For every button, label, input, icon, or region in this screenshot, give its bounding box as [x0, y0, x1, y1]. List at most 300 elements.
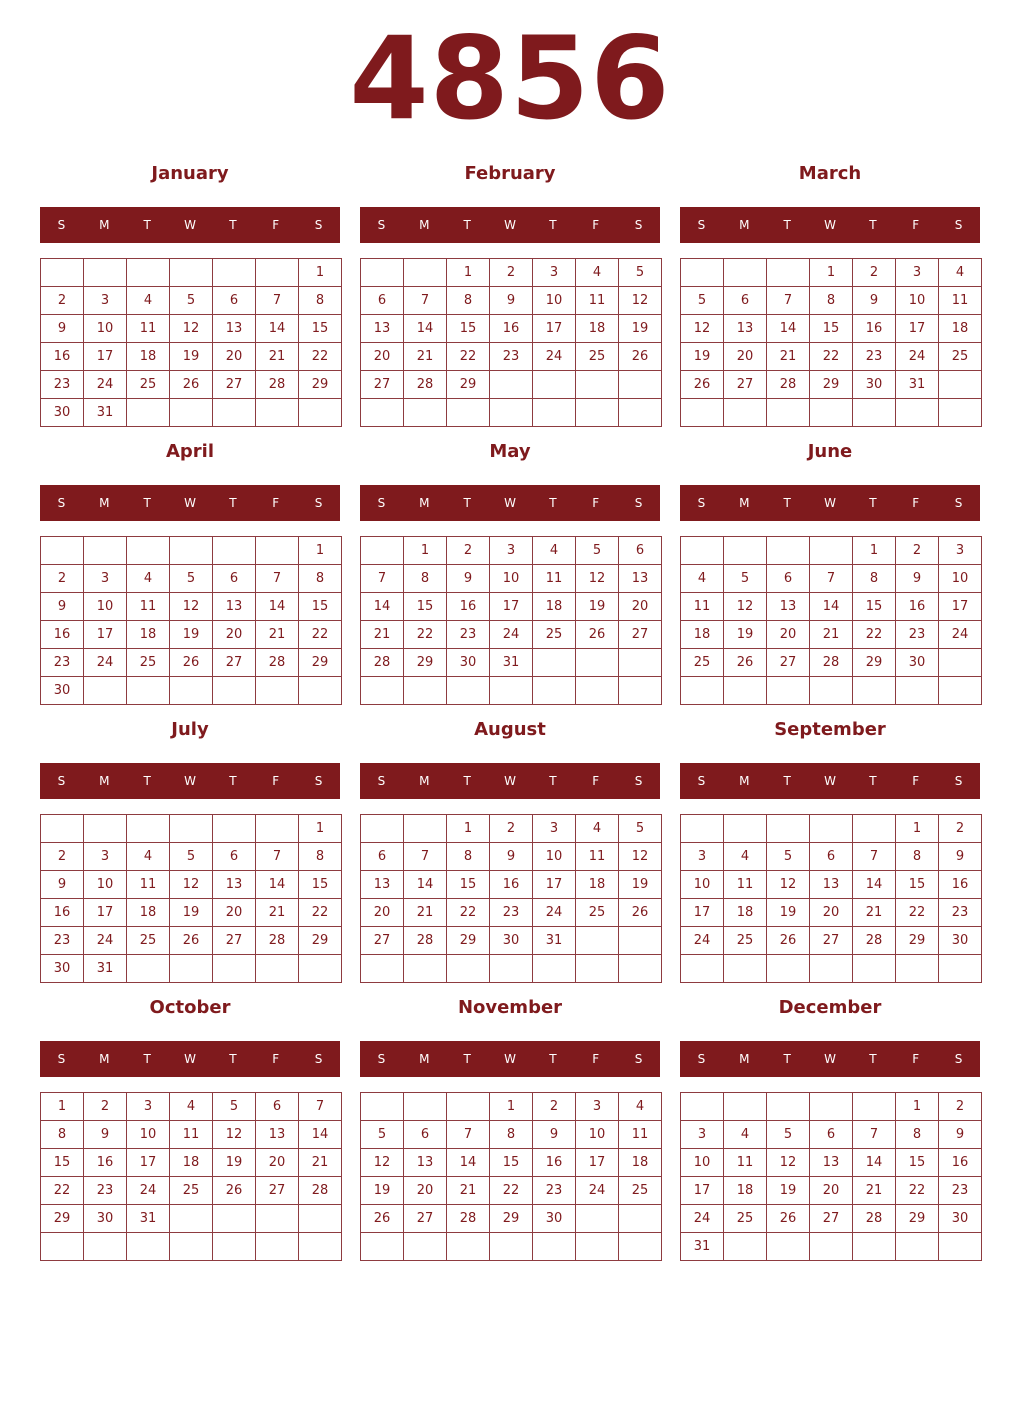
day-cell: 25 [619, 1177, 662, 1205]
day-cell [533, 371, 576, 399]
day-cell: 17 [681, 1177, 724, 1205]
day-cell: 15 [447, 315, 490, 343]
day-cell [213, 815, 256, 843]
day-cell: 19 [767, 1177, 810, 1205]
day-cell [256, 955, 299, 983]
day-cell [767, 1093, 810, 1121]
weekday-label: M [419, 496, 430, 510]
day-cell: 23 [939, 899, 982, 927]
day-cell: 24 [896, 343, 939, 371]
day-cell: 26 [361, 1205, 404, 1233]
day-cell: 31 [127, 1205, 170, 1233]
day-cell: 5 [681, 287, 724, 315]
day-cell [533, 1233, 576, 1261]
week-row [681, 399, 982, 427]
day-cell: 8 [896, 1121, 939, 1149]
day-cell [127, 259, 170, 287]
weekday-label: S [697, 1052, 706, 1066]
day-cell: 7 [256, 565, 299, 593]
weekday-label: S [954, 774, 963, 788]
week-row [361, 871, 662, 899]
weekday-label: S [314, 774, 323, 788]
day-cell [447, 955, 490, 983]
day-cell: 28 [256, 371, 299, 399]
day-cell [724, 1093, 767, 1121]
day-cell: 6 [810, 843, 853, 871]
day-cell: 12 [170, 871, 213, 899]
weekday-label: S [57, 496, 66, 510]
week-row [361, 649, 662, 677]
day-cell: 9 [41, 593, 84, 621]
weekday-label: T [783, 774, 791, 788]
day-cell: 26 [724, 649, 767, 677]
day-cell: 9 [41, 871, 84, 899]
day-cell: 18 [533, 593, 576, 621]
day-cell [767, 259, 810, 287]
weekday-label: T [869, 1052, 877, 1066]
day-grid [680, 814, 982, 983]
day-cell [84, 259, 127, 287]
week-row [41, 343, 342, 371]
week-row [361, 843, 662, 871]
day-cell: 24 [533, 899, 576, 927]
day-cell: 12 [361, 1149, 404, 1177]
day-cell: 2 [41, 287, 84, 315]
day-cell: 4 [576, 815, 619, 843]
weekday-label: T [783, 218, 791, 232]
weekday-label: T [869, 496, 877, 510]
day-cell: 8 [299, 565, 342, 593]
day-cell [533, 399, 576, 427]
day-cell [853, 1233, 896, 1261]
day-cell: 10 [84, 315, 127, 343]
month-name: May [489, 441, 531, 462]
day-cell [127, 1233, 170, 1261]
day-cell: 30 [939, 1205, 982, 1233]
day-cell: 5 [724, 565, 767, 593]
day-cell [724, 1233, 767, 1261]
day-cell: 6 [213, 565, 256, 593]
day-cell [853, 1093, 896, 1121]
day-cell: 22 [896, 1177, 939, 1205]
day-cell [576, 399, 619, 427]
week-row [41, 1233, 342, 1261]
day-cell [170, 677, 213, 705]
day-cell [576, 927, 619, 955]
day-cell [619, 677, 662, 705]
day-cell: 9 [853, 287, 896, 315]
day-cell: 27 [724, 371, 767, 399]
week-row [681, 371, 982, 399]
day-cell: 14 [853, 871, 896, 899]
day-cell: 6 [256, 1093, 299, 1121]
day-cell: 5 [767, 843, 810, 871]
day-cell [170, 815, 213, 843]
weekday-label: F [912, 774, 920, 788]
month-january [40, 158, 340, 428]
day-cell: 2 [41, 565, 84, 593]
day-cell: 7 [853, 1121, 896, 1149]
week-row [361, 343, 662, 371]
weekday-label: T [143, 218, 151, 232]
day-cell: 15 [447, 871, 490, 899]
day-cell: 8 [853, 565, 896, 593]
day-cell: 9 [447, 565, 490, 593]
weekday-label: M [99, 218, 110, 232]
day-cell: 29 [853, 649, 896, 677]
month-name: August [474, 719, 546, 740]
weekday-label: M [419, 1052, 430, 1066]
day-cell: 4 [576, 259, 619, 287]
month-june [680, 436, 980, 706]
day-cell: 26 [681, 371, 724, 399]
day-cell [619, 649, 662, 677]
day-cell: 26 [767, 927, 810, 955]
day-cell: 26 [576, 621, 619, 649]
day-cell: 29 [299, 649, 342, 677]
day-cell [256, 815, 299, 843]
week-row [681, 315, 982, 343]
day-cell: 28 [256, 649, 299, 677]
day-cell [256, 1205, 299, 1233]
day-cell: 28 [299, 1177, 342, 1205]
day-cell: 7 [853, 843, 896, 871]
day-cell: 4 [127, 287, 170, 315]
day-cell: 19 [681, 343, 724, 371]
day-cell: 2 [896, 537, 939, 565]
month-name: January [151, 163, 229, 184]
day-cell: 28 [447, 1205, 490, 1233]
day-grid [680, 1092, 982, 1261]
day-cell: 22 [490, 1177, 533, 1205]
weekday-label: F [272, 218, 280, 232]
day-cell [681, 1093, 724, 1121]
day-cell: 19 [767, 899, 810, 927]
day-cell: 22 [299, 343, 342, 371]
day-cell: 31 [896, 371, 939, 399]
day-cell: 28 [404, 371, 447, 399]
day-cell: 11 [170, 1121, 213, 1149]
day-cell [170, 1205, 213, 1233]
day-cell [84, 677, 127, 705]
day-cell: 11 [127, 593, 170, 621]
day-cell: 13 [213, 315, 256, 343]
day-cell: 24 [84, 371, 127, 399]
day-cell: 6 [361, 843, 404, 871]
day-cell: 14 [256, 593, 299, 621]
day-cell: 23 [939, 1177, 982, 1205]
day-cell: 12 [681, 315, 724, 343]
day-cell [810, 955, 853, 983]
weekday-header [680, 763, 980, 799]
day-cell: 2 [939, 815, 982, 843]
day-cell: 21 [361, 621, 404, 649]
week-row [41, 927, 342, 955]
day-cell: 8 [404, 565, 447, 593]
week-row [41, 843, 342, 871]
day-cell: 15 [896, 871, 939, 899]
day-cell: 12 [724, 593, 767, 621]
day-cell [84, 1233, 127, 1261]
day-cell: 30 [447, 649, 490, 677]
day-cell: 9 [84, 1121, 127, 1149]
day-cell: 27 [361, 371, 404, 399]
day-cell [213, 399, 256, 427]
day-cell: 3 [681, 1121, 724, 1149]
day-cell [299, 1205, 342, 1233]
weekday-label: S [377, 218, 386, 232]
day-cell: 19 [213, 1149, 256, 1177]
weekday-header [680, 485, 980, 521]
day-cell: 3 [533, 259, 576, 287]
week-row [41, 259, 342, 287]
day-cell: 1 [404, 537, 447, 565]
day-cell [576, 677, 619, 705]
day-cell [41, 815, 84, 843]
day-cell: 13 [404, 1149, 447, 1177]
day-cell [361, 955, 404, 983]
weekday-label: W [504, 1052, 516, 1066]
day-cell: 13 [361, 871, 404, 899]
day-cell: 30 [533, 1205, 576, 1233]
week-row [41, 899, 342, 927]
month-february [360, 158, 660, 428]
day-cell: 22 [404, 621, 447, 649]
week-row [681, 955, 982, 983]
day-cell [619, 1233, 662, 1261]
weekday-label: S [314, 218, 323, 232]
weekday-label: T [463, 496, 471, 510]
day-grid [680, 258, 982, 427]
day-cell: 17 [939, 593, 982, 621]
day-cell: 12 [619, 843, 662, 871]
weekday-label: M [419, 774, 430, 788]
day-cell [256, 677, 299, 705]
day-cell: 21 [256, 899, 299, 927]
day-cell: 20 [404, 1177, 447, 1205]
day-cell: 22 [853, 621, 896, 649]
day-cell: 29 [299, 371, 342, 399]
weekday-header [360, 763, 660, 799]
week-row [41, 593, 342, 621]
day-cell: 24 [576, 1177, 619, 1205]
week-row [41, 1205, 342, 1233]
day-cell: 28 [853, 927, 896, 955]
day-grid [40, 1092, 342, 1261]
month-july [40, 714, 340, 984]
day-cell: 30 [41, 677, 84, 705]
week-row [361, 677, 662, 705]
day-cell: 4 [724, 843, 767, 871]
day-cell: 28 [853, 1205, 896, 1233]
day-cell: 16 [939, 871, 982, 899]
day-cell: 27 [810, 1205, 853, 1233]
weekday-label: S [377, 774, 386, 788]
day-cell: 15 [299, 593, 342, 621]
day-cell: 16 [84, 1149, 127, 1177]
week-row [681, 843, 982, 871]
day-cell [361, 537, 404, 565]
day-cell: 18 [681, 621, 724, 649]
day-cell [447, 677, 490, 705]
day-cell: 16 [896, 593, 939, 621]
day-cell: 23 [41, 649, 84, 677]
weekday-label: M [739, 1052, 750, 1066]
day-cell [853, 955, 896, 983]
day-cell: 20 [767, 621, 810, 649]
day-cell [939, 649, 982, 677]
week-row [681, 1177, 982, 1205]
weekday-label: T [143, 1052, 151, 1066]
week-row [681, 1093, 982, 1121]
day-cell: 5 [361, 1121, 404, 1149]
day-cell: 26 [619, 899, 662, 927]
day-cell: 12 [576, 565, 619, 593]
day-cell: 1 [299, 815, 342, 843]
day-cell: 23 [490, 899, 533, 927]
day-cell: 20 [724, 343, 767, 371]
day-cell: 31 [84, 399, 127, 427]
day-cell: 1 [810, 259, 853, 287]
day-cell [490, 955, 533, 983]
week-row [681, 1149, 982, 1177]
day-cell [256, 259, 299, 287]
day-cell [256, 399, 299, 427]
day-grid [360, 814, 662, 983]
day-cell: 3 [896, 259, 939, 287]
week-row [361, 399, 662, 427]
day-cell: 20 [213, 343, 256, 371]
day-cell: 4 [533, 537, 576, 565]
day-cell [361, 1233, 404, 1261]
day-cell: 7 [447, 1121, 490, 1149]
day-cell: 17 [533, 315, 576, 343]
day-cell [447, 1093, 490, 1121]
month-october [40, 992, 340, 1262]
day-cell [299, 677, 342, 705]
week-row [41, 537, 342, 565]
week-row [681, 815, 982, 843]
day-cell [41, 259, 84, 287]
weekday-label: W [184, 496, 196, 510]
day-cell: 7 [361, 565, 404, 593]
day-cell: 19 [576, 593, 619, 621]
day-cell: 14 [404, 871, 447, 899]
day-cell: 25 [576, 343, 619, 371]
day-cell: 12 [767, 871, 810, 899]
day-cell: 21 [256, 343, 299, 371]
weekday-label: W [504, 774, 516, 788]
week-row [361, 1177, 662, 1205]
day-cell: 24 [84, 927, 127, 955]
day-cell: 30 [853, 371, 896, 399]
day-cell: 12 [170, 593, 213, 621]
weekday-label: S [954, 496, 963, 510]
day-cell: 16 [41, 899, 84, 927]
day-cell: 10 [533, 287, 576, 315]
day-cell: 8 [299, 287, 342, 315]
day-grid [40, 258, 342, 427]
day-cell [767, 1233, 810, 1261]
day-cell: 13 [810, 1149, 853, 1177]
day-cell: 2 [533, 1093, 576, 1121]
weekday-label: W [184, 1052, 196, 1066]
day-cell [361, 259, 404, 287]
day-cell: 18 [576, 871, 619, 899]
day-cell [810, 677, 853, 705]
day-cell [533, 955, 576, 983]
month-name: June [807, 441, 853, 462]
day-cell [533, 677, 576, 705]
weekday-label: W [504, 218, 516, 232]
day-cell [213, 1205, 256, 1233]
day-cell: 23 [533, 1177, 576, 1205]
day-cell: 21 [810, 621, 853, 649]
day-cell [213, 955, 256, 983]
day-cell: 30 [41, 955, 84, 983]
weekday-label: T [463, 218, 471, 232]
day-cell: 7 [810, 565, 853, 593]
weekday-header [680, 1041, 980, 1077]
day-cell [299, 399, 342, 427]
day-cell: 22 [41, 1177, 84, 1205]
day-cell: 13 [810, 871, 853, 899]
weekday-header [40, 485, 340, 521]
day-cell: 27 [213, 649, 256, 677]
day-cell: 16 [41, 621, 84, 649]
day-cell: 21 [256, 621, 299, 649]
day-cell: 25 [127, 927, 170, 955]
day-cell: 6 [213, 287, 256, 315]
day-cell: 5 [170, 287, 213, 315]
day-cell: 15 [853, 593, 896, 621]
day-cell: 28 [767, 371, 810, 399]
day-cell: 9 [533, 1121, 576, 1149]
weekday-label: T [549, 218, 557, 232]
day-cell: 6 [724, 287, 767, 315]
day-cell: 25 [127, 371, 170, 399]
day-cell: 2 [447, 537, 490, 565]
day-cell: 21 [447, 1177, 490, 1205]
day-cell [361, 815, 404, 843]
week-row [361, 955, 662, 983]
week-row [41, 315, 342, 343]
day-cell: 9 [939, 1121, 982, 1149]
day-cell: 17 [127, 1149, 170, 1177]
day-cell: 4 [619, 1093, 662, 1121]
day-cell: 20 [361, 343, 404, 371]
day-cell [619, 955, 662, 983]
day-cell [213, 259, 256, 287]
day-cell [256, 537, 299, 565]
day-cell: 8 [447, 287, 490, 315]
day-cell: 4 [681, 565, 724, 593]
day-cell: 17 [490, 593, 533, 621]
month-august [360, 714, 660, 984]
day-cell: 26 [213, 1177, 256, 1205]
day-cell: 2 [84, 1093, 127, 1121]
day-cell: 26 [170, 927, 213, 955]
week-row [361, 899, 662, 927]
day-cell [490, 1233, 533, 1261]
day-cell: 13 [213, 593, 256, 621]
day-cell: 16 [490, 315, 533, 343]
day-cell [576, 371, 619, 399]
day-cell: 10 [896, 287, 939, 315]
day-cell: 25 [170, 1177, 213, 1205]
day-cell: 12 [170, 315, 213, 343]
day-cell: 14 [299, 1121, 342, 1149]
